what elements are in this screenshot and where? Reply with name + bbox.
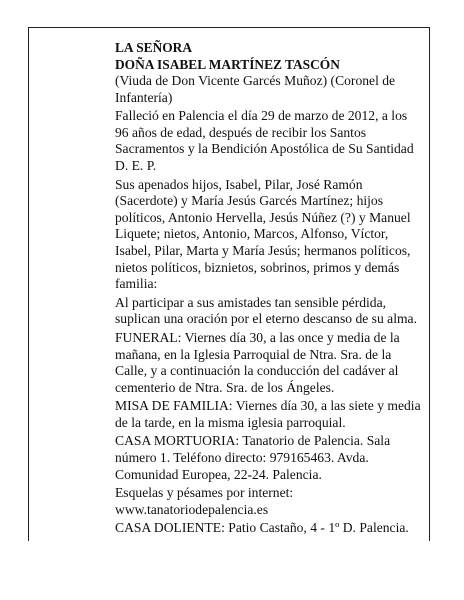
notice-online-condolences: Esquelas y pésames por internet: www.tanatoriodepalencia.es: [115, 485, 294, 517]
notice-death-details: Falleció en Palencia el día 29 de marzo de 2012, a los 96 años de edad, después de recibir los Santos Sacramentos y la Bendición Apostólica de Su Santidad D. E. P.: [115, 108, 414, 173]
obituary-notice-frame: [28, 27, 430, 541]
notice-title-line-2: DOÑA ISABEL MARTÍNEZ TASCÓN: [115, 57, 340, 72]
notice-family-list: Sus apenados hijos, Isabel, Pilar, José Ramón (Sacerdote) y María Jesús Garcés Martínez; hijos políticos, Antonio Hervella, Jesús Núñez (?) y Manuel Liquete; nietos, Antonio, Marcos, Alfonso, Víctor, Isabel, Pilar, Marta y María Jesús; hermanos políticos, nietos políticos, biznietos, sobrinos, primos y demás familia:: [115, 176, 411, 292]
obituary-notice-content: [115, 39, 421, 539]
notice-funeral: FUNERAL: Viernes día 30, a las once y media de la mañana, en la Iglesia Parroquial de Ntra. Sra. de la Calle, y a continuación la conducción del cadáver al cementerio de Ntra. Sra. de los Ángeles.: [115, 329, 400, 395]
notice-widow-of: (Viuda de Don Vicente Garcés Muñoz) (Coronel de Infantería): [115, 73, 396, 105]
notice-title-line-1: LA SEÑORA: [115, 40, 193, 55]
notice-mourning-house: CASA DOLIENTE: Patio Castaño, 4 - 1º D. Palencia.: [115, 520, 409, 536]
notice-prayer-request: Al participar a sus amistades tan sensible pérdida, suplican una oración por el eterno descanso de su alma.: [115, 294, 417, 327]
notice-family-mass: MISA DE FAMILIA: Viernes día 30, a las siete y media de la tarde, en la misma iglesia parroquial.: [115, 398, 421, 430]
notice-funeral-home: CASA MORTUORIA: Tanatorio de Palencia. Sala número 1. Teléfono directo: 979165463. Avda. Comunidad Europea, 22-24. Palencia.: [115, 433, 391, 482]
